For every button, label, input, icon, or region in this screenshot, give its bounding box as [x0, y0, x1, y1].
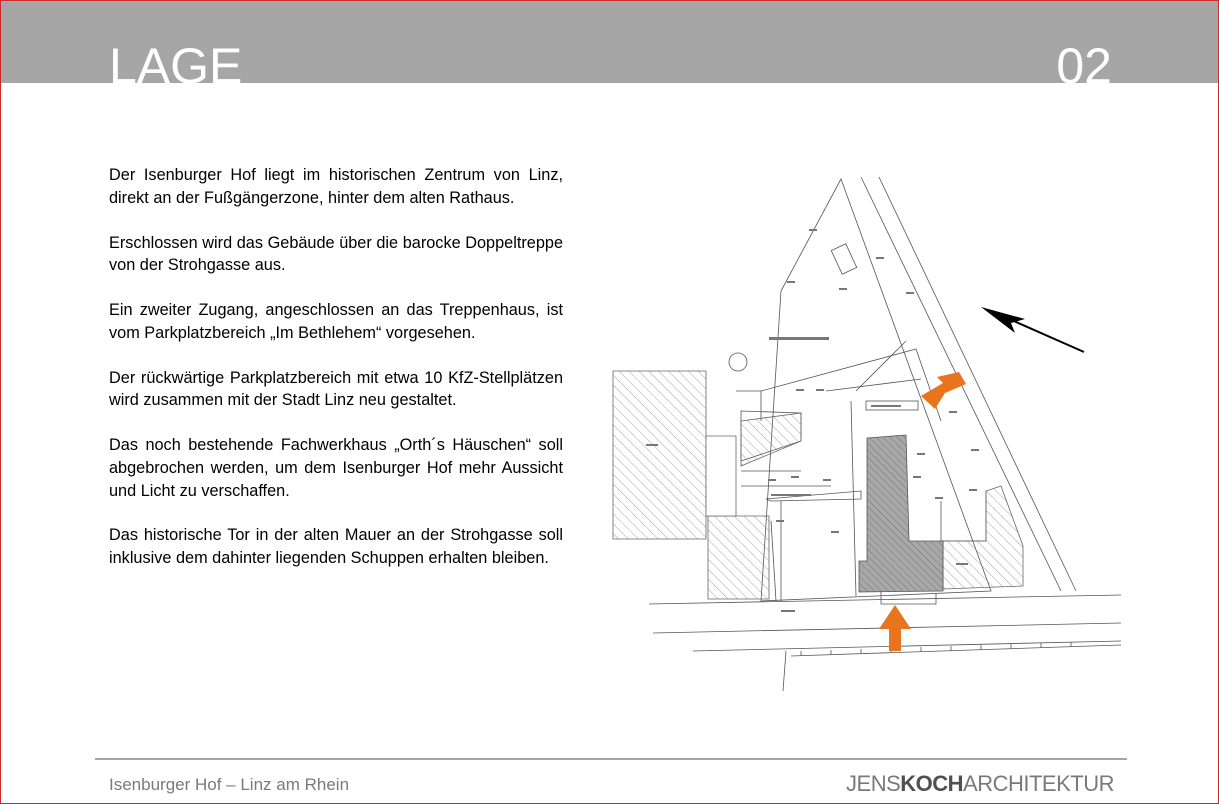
paragraph-parking: Der rückwärtige Parkplatzbereich mit etwa 10 KfZ-Stellplätzen wird zusammen mit der Stadt Linz neu gestaltet. [109, 368, 563, 410]
description-text [109, 164, 563, 592]
paragraph-demolition: Das noch bestehende Fachwerkhaus „Orth´s Häuschen“ soll abgebrochen werden, um dem Isenburger Hof mehr Aussicht und Licht zu verschaffen. [109, 436, 563, 500]
footer-brand-logo [846, 771, 1114, 797]
paragraph-access: Erschlossen wird das Gebäude über die barocke Doppeltreppe von der Strohgasse aus. [109, 233, 563, 275]
plan-linework [649, 177, 1121, 691]
site-plan [601, 169, 1141, 699]
paragraph-second-entrance: Ein zweiter Zugang, angeschlossen an das Treppenhaus, ist vom Parkplatzbereich „Im Bethlehem“ vorgesehen. [109, 301, 563, 342]
north-arrow-icon [981, 307, 1084, 352]
footer-project-name: Isenburger Hof – Linz am Rhein [109, 775, 350, 794]
paragraph-gate: Das historische Tor in der alten Mauer an der Strohgasse soll inklusive dem dahinter liegenden Schuppen erhalten bleiben. [109, 526, 563, 568]
isenburger-hof-building [859, 435, 943, 592]
brand-architektur: ARCHITEKTUR [963, 771, 1114, 796]
footer-divider [95, 758, 1127, 760]
brand-jens: JENS [846, 771, 901, 796]
page-title: LAGE [109, 38, 243, 94]
paragraph-location: Der Isenburger Hof liegt im historischen Zentrum von Linz, direkt an der Fußgängerzone, hinter dem alten Rathaus. [109, 166, 563, 207]
header-bar [1, 1, 1218, 94]
brand-koch: KOCH [900, 771, 964, 796]
page-number: 02 [1056, 38, 1112, 94]
